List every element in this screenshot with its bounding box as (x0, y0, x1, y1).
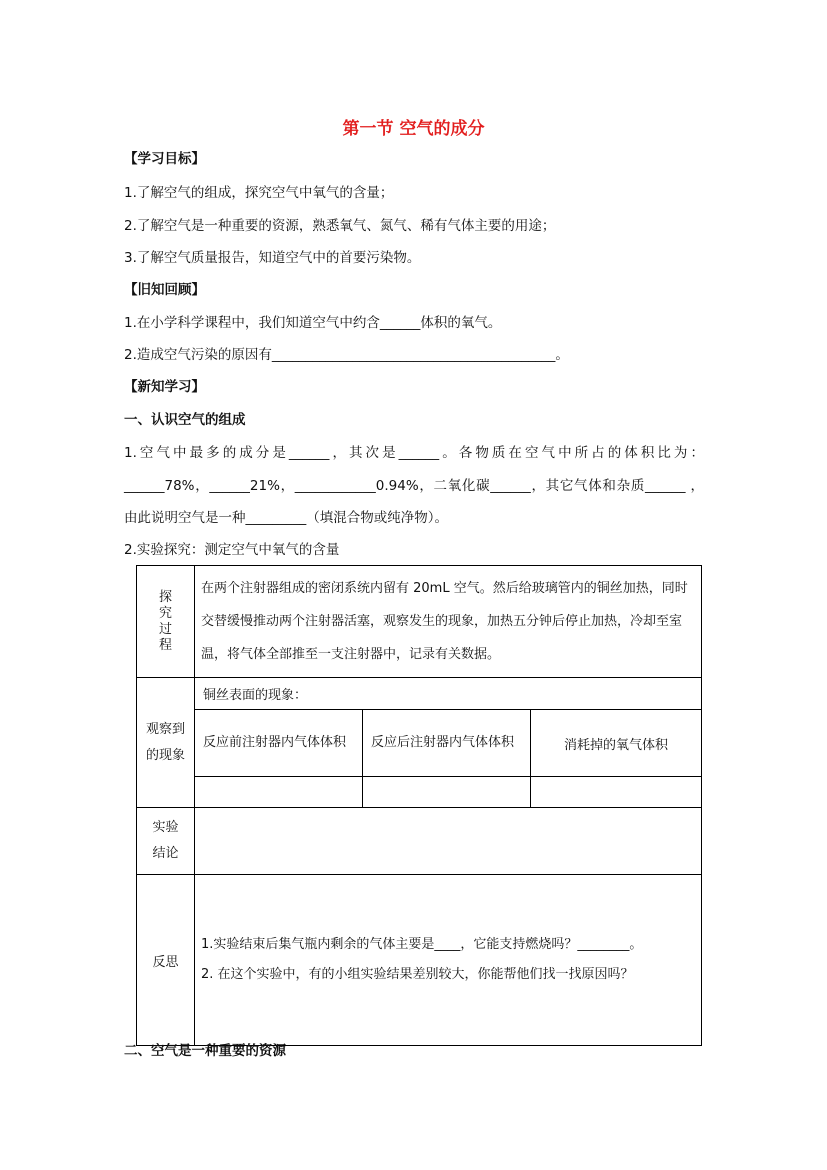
page-title: 第一节 空气的成分 (342, 119, 485, 139)
goals-heading: 【学习目标】 (124, 151, 205, 167)
part1-heading: 一、认识空气的组成 (124, 412, 246, 428)
part2-heading: 二、空气是一种重要的资源 (124, 1043, 286, 1059)
col-header-before: 反应前注射器内气体体积 (195, 710, 363, 777)
answer-cell-before[interactable] (195, 777, 363, 808)
answer-cell-after[interactable] (363, 777, 531, 808)
part1-question2: 2.实验探究：测定空气中氧气的含量 (124, 542, 340, 558)
reflection-cell (195, 875, 702, 1046)
review-item-2: 2.造成空气污染的原因有__________________________________________。 (124, 347, 569, 363)
col-header-after: 反应后注射器内气体体积 (363, 710, 531, 777)
copper-phenomenon: 铜丝表面的现象： (195, 678, 702, 710)
conclusion-label-cell (137, 808, 195, 875)
experiment-table (136, 565, 702, 1046)
review-item-1: 1.在小学科学课程中，我们知道空气中约含______体积的氧气。 (124, 315, 502, 331)
process-label-cell (137, 566, 195, 678)
goal-item-3: 3.了解空气质量报告，知道空气中的首要污染物。 (124, 250, 421, 266)
reflection-label: 反思 (137, 875, 195, 1046)
conclusion-answer-cell[interactable] (195, 808, 702, 875)
new-learning-heading: 【新知学习】 (124, 379, 205, 395)
conclusion-label: 实验结论 (152, 820, 179, 861)
reflection-question-1: 1.实验结束后集气瓶内剩余的气体主要是____，它能支持燃烧吗？________。 (201, 937, 643, 952)
process-text: 在两个注射器组成的密闭系统内留有 20mL 空气。然后给玻璃管内的铜丝加热，同时交替缓慢推动两个注射器活塞，观察发生的现象，加热五分钟后停止加热，冷却至室温，将气体全部推至一支注射器中，记录有关数据。 (195, 566, 702, 678)
part1-question1-line1: 1.空气中最多的成分是______，其次是______。各物质在空气中所占的体积比为： (124, 445, 704, 461)
goal-item-2: 2.了解空气是一种重要的资源，熟悉氧气、氮气、稀有气体主要的用途； (124, 218, 556, 234)
process-label: 探究过程 (158, 589, 172, 653)
review-heading: 【旧知回顾】 (124, 282, 205, 298)
part1-question1-line3: 由此说明空气是一种_________（填混合物或纯净物）。 (124, 510, 448, 526)
answer-cell-consumed[interactable] (531, 777, 702, 808)
col-header-consumed: 消耗掉的氧气体积 (531, 710, 702, 777)
goal-item-1: 1.了解空气的组成，探究空气中氧气的含量； (124, 185, 394, 201)
reflection-question-2: 2. 在这个实验中，有的小组实验结果差别较大，你能帮他们找一找原因吗？ (201, 967, 634, 982)
part1-question1-line2: ______78%，______21%，____________0.94%，二氧化碳______，其它气体和杂质______ ， (124, 478, 704, 494)
observe-label: 观察到的现象 (145, 721, 185, 763)
observe-label-cell (137, 678, 195, 808)
